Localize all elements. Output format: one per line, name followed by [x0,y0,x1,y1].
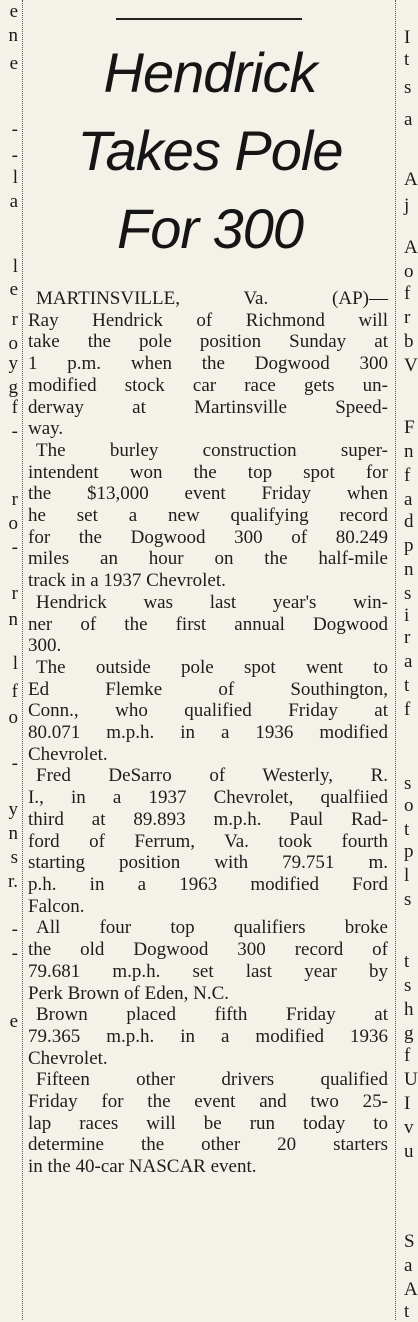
column-fragment-letter: s [404,583,412,604]
text-line: the old Dogwood 300 record of [28,939,388,961]
text-line: The outside pole spot went to [36,656,388,678]
text-line: miles an hour on the half-mile [28,548,388,570]
text-line: lap races will be run today to [28,1112,388,1134]
column-fragment-letter: I [404,27,411,48]
column-fragment-letter: o [8,707,18,728]
text-line: he set a new qualifying record [28,505,388,527]
column-rule-left [22,0,24,1320]
column-fragment-letter: - [11,537,18,558]
column-fragment-letter: A [404,169,418,190]
column-fragment-letter: n [8,823,18,844]
column-fragment-letter: f [404,1045,411,1066]
paragraph-8 [28,1069,388,1178]
text-line: Brown placed fifth Friday at [36,1004,388,1026]
column-fragment-letter: I [404,1093,411,1114]
column-fragment-letter: r [11,309,18,330]
column-fragment-letter: u [404,1141,414,1162]
text-line: determine the other 20 starters [28,1134,388,1156]
text-line: Friday for the event and two 25- [28,1091,388,1113]
text-line: Ray Hendrick of Richmond will [28,309,388,331]
column-fragment-letter: v [404,1117,414,1138]
paragraph-1 [28,288,388,440]
column-fragment-letter: U [404,1069,418,1090]
text-line: Chevrolet. [28,1047,108,1069]
headline-line-2: Takes Pole [77,119,343,182]
text-line: 79.365 m.p.h. in a modified 1936 [28,1025,388,1047]
column-fragment-letter: o [8,333,18,354]
column-fragment-letter: r [404,307,411,328]
column-fragment-letter: s [10,847,18,868]
column-fragment-letter: - [11,753,18,774]
column-fragment-letter: s [404,77,412,98]
column-fragment-letter: y [8,353,18,374]
text-line: Fred DeSarro of Westerly, R. [36,765,388,787]
column-fragment-letter: b [404,331,414,352]
column-fragment-letter: h [404,999,414,1020]
column-fragment-letter: l [404,865,410,886]
column-fragment-letter: n [8,25,18,46]
paragraph-7 [28,1004,388,1069]
text-line: Falcon. [28,895,85,917]
column-fragment-letter: l [12,167,18,188]
text-line: MARTINSVILLE, Va. (AP)— [36,288,388,309]
column-fragment-letter: t [404,675,410,696]
text-line: Hendrick was last year's win- [36,591,388,613]
column-fragment-letter: f [404,699,411,720]
text-line: take the pole position Sunday at [28,331,388,353]
paragraph-6 [28,917,388,1004]
column-fragment-letter: s [404,975,412,996]
text-line: I., in a 1937 Chevrolet, qualfiied [28,787,388,809]
column-fragment-letter: i [404,605,410,626]
column-fragment-letter: e [9,53,18,74]
column-fragment-letter: j [404,195,410,216]
column-fragment-letter: a [404,651,413,672]
column-fragment-letter: - [11,919,18,940]
column-fragment-letter: g [404,1023,414,1044]
column-fragment-letter: e [9,279,18,300]
text-line: modified stock car race gets un- [28,374,388,396]
text-line: Conn., who qualified Friday at [28,700,388,722]
text-line: in the 40-car NASCAR event. [28,1156,257,1178]
column-rule-right [395,0,397,1320]
column-fragment-letter: - [11,421,18,442]
column-fragment-letter: f [404,465,411,486]
column-fragment-letter: r [11,489,18,510]
paragraph-5 [28,765,388,917]
text-line: starting position with 79.751 m. [28,852,388,874]
paragraph-4 [28,657,388,766]
headline-line-3: For 300 [117,197,303,260]
column-fragment-letter: a [404,489,413,510]
paragraph-3 [28,592,388,657]
column-fragment-letter: d [404,511,414,532]
text-line: ner of the first annual Dogwood [28,613,388,635]
text-line: 300. [28,635,62,657]
text-line: 80.071 m.p.h. in a 1936 modified [28,722,388,744]
text-line: 1 p.m. when the Dogwood 300 [28,353,388,375]
text-line: intendent won the top spot for [28,461,388,483]
column-fragment-letter: S [404,1231,415,1252]
text-line: ford of Ferrum, Va. took fourth [28,830,388,852]
text-line: Perk Brown of Eden, N.C. [28,982,230,1004]
column-fragment-letter: o [404,795,414,816]
headline [30,34,390,268]
text-line: Chevrolet. [28,743,108,765]
column-fragment-letter: o [8,513,18,534]
column-fragment-letter: f [404,283,411,304]
text-line: for the Dogwood 300 of 80.249 [28,526,388,548]
text-line: derway at Martinsville Speed- [28,396,388,418]
column-fragment-letter: p [404,535,414,556]
column-fragment-letter: a [404,1255,413,1276]
column-fragment-letter: r [404,627,411,648]
text-line: the $13,000 event Friday when [28,483,388,505]
column-fragment-letter: g [8,377,18,398]
column-fragment-letter: - [11,119,18,140]
column-fragment-letter: p [404,841,414,862]
headline-line-1: Hendrick [103,41,317,104]
paragraph-2 [28,440,388,592]
column-fragment-letter: - [11,943,18,964]
column-fragment-letter: s [404,889,412,910]
column-fragment-letter: s [404,773,412,794]
column-fragment-letter: e [9,1011,18,1032]
text-line: 79.681 m.p.h. set last year by [28,960,388,982]
column-fragment-letter: t [404,951,410,972]
column-fragment-letter: V [404,355,418,376]
adjacent-column-right [400,0,416,1320]
text-line: track in a 1937 Chevrolet. [28,570,226,592]
text-line: way. [28,418,64,440]
column-fragment-letter: t [404,49,410,70]
column-fragment-letter: a [9,191,18,212]
column-fragment-letter: F [404,417,415,438]
column-fragment-letter: A [404,1279,418,1300]
column-fragment-letter: n [8,609,18,630]
column-fragment-letter: f [11,681,18,702]
text-line: third at 89.893 m.p.h. Paul Rad- [28,808,388,830]
column-fragment-letter: a [404,109,413,130]
text-line: The burley construction super- [36,439,388,461]
column-fragment-letter: e [9,1,18,22]
column-fragment-letter: n [404,441,414,462]
text-line: Ed Flemke of Southington, [28,678,388,700]
column-fragment-letter: y [8,799,18,820]
column-fragment-letter: t [404,1301,410,1322]
text-line: All four top qualifiers broke [36,917,388,939]
column-fragment-letter: n [404,559,414,580]
column-fragment-letter: l [12,256,18,277]
column-fragment-letter: r [11,583,18,604]
column-fragment-letter: o [404,261,414,282]
column-fragment-letter: - [11,145,18,166]
article-body [28,288,388,1178]
column-fragment-letter: l [12,653,18,674]
text-line: p.h. in a 1963 modified Ford [28,873,388,895]
headline-rule [116,18,302,20]
column-fragment-letter: t [404,819,410,840]
column-fragment-letter: f [11,397,18,418]
column-fragment-letter: A [404,237,418,258]
text-line: Fifteen other drivers qualified [36,1069,388,1091]
column-fragment-letter: r. [7,871,18,892]
